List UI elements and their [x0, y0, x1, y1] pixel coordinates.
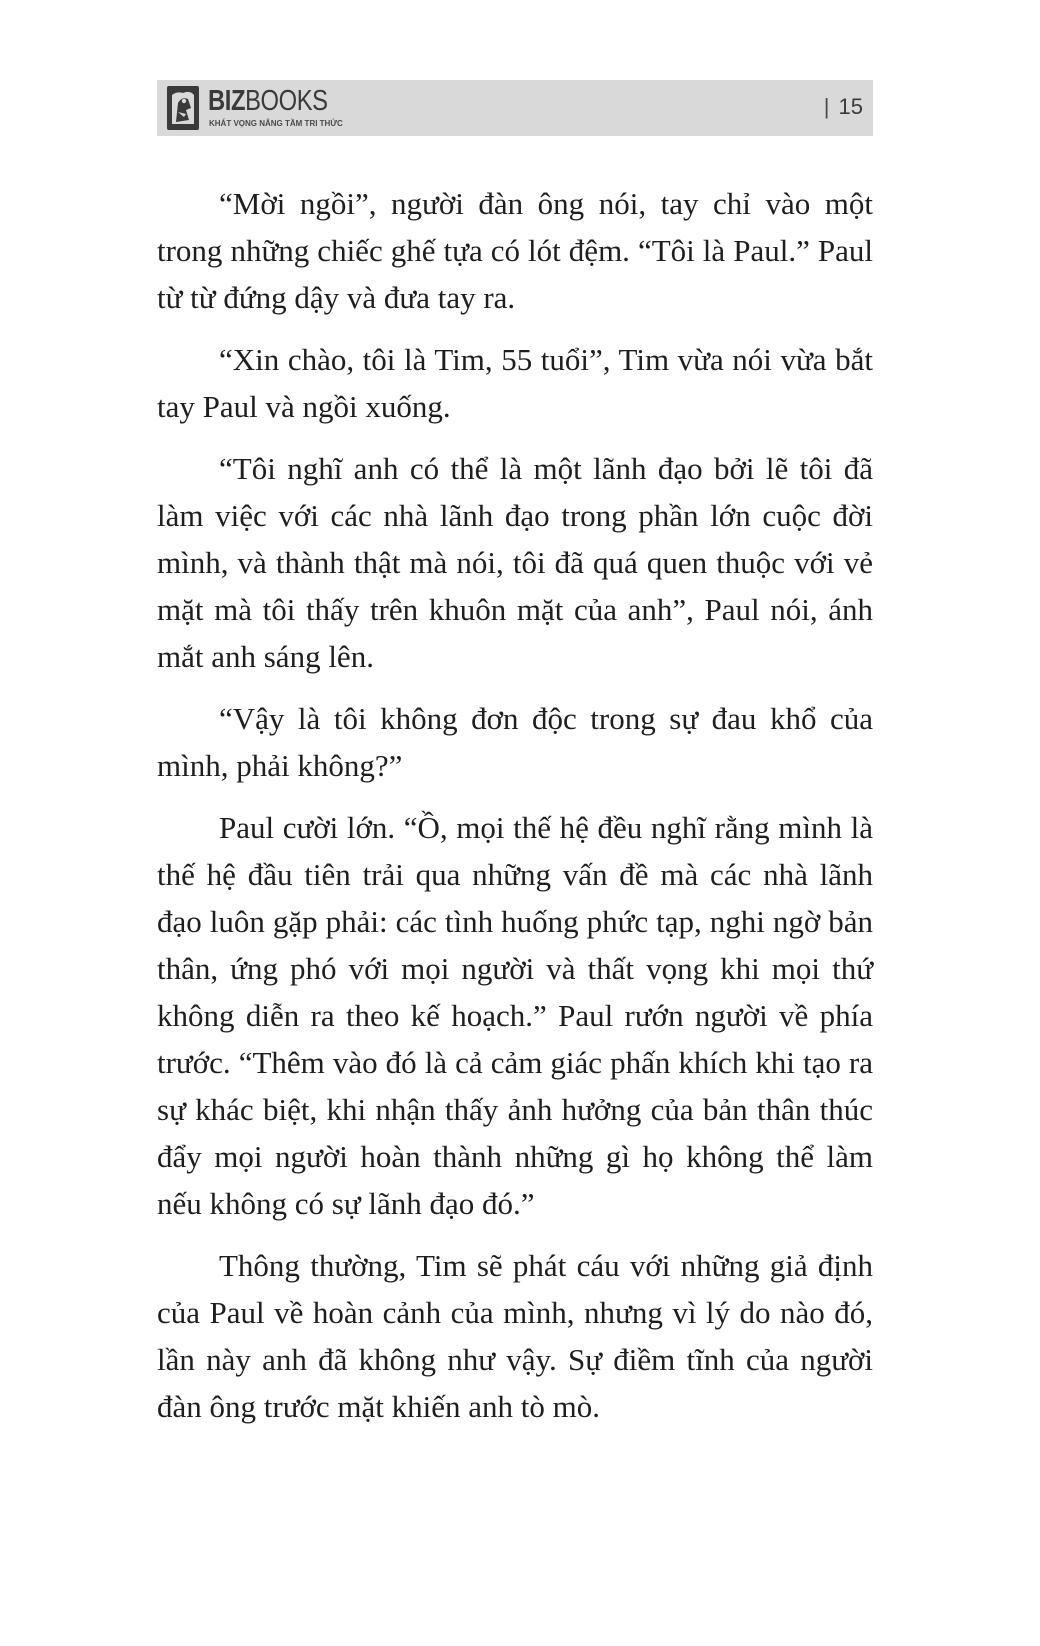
page-header — [157, 80, 873, 136]
paragraph: “Tôi nghĩ anh có thể là một lãnh đạo bởi lẽ tôi đã làm việc với các nhà lãnh đạo trong phần lớn cuộc đời mình, và thành thật mà nói, tôi đã quá quen thuộc với vẻ mặt mà tôi thấy trên khuôn mặt của anh”, Paul nói, ánh mắt anh sáng lên. — [157, 451, 873, 674]
paragraph: Paul cười lớn. “Ồ, mọi thế hệ đều nghĩ rằng mình là thế hệ đầu tiên trải qua những vấn đề mà các nhà lãnh đạo luôn gặp phải: các tình huống phức tạp, nghi ngờ bản thân, ứng phó với mọi người và thất vọng khi mọi thứ không diễn ra theo kế hoạch.” Paul rướn người về phía trước. “Thêm vào đó là cả cảm giác phấn khích khi tạo ra sự khác biệt, khi nhận thấy ảnh hưởng của bản thân thúc đẩy mọi người hoàn thành những gì họ không thể làm nếu không có sự lãnh đạo đó.” — [157, 810, 873, 1221]
bizbooks-logo-text — [208, 85, 328, 117]
body-text — [157, 180, 873, 1445]
page-number-separator: | — [823, 94, 830, 119]
paragraph: Thông thường, Tim sẽ phát cáu với những giả định của Paul về hoàn cảnh của mình, nhưng vì lý do nào đó, lần này anh đã không như vậy. Sự điềm tĩnh của người đàn ông trước mặt khiến anh tò mò. — [157, 1248, 873, 1424]
logo-text-books: BOOKS — [245, 85, 328, 117]
paragraph: “Vậy là tôi không đơn độc trong sự đau khổ của mình, phải không?” — [157, 701, 873, 783]
paragraph: “Mời ngồi”, người đàn ông nói, tay chỉ vào một trong những chiếc ghế tựa có lót đệm. “Tôi là Paul.” Paul từ từ đứng dậy và đưa tay ra. — [157, 186, 873, 315]
bizbooks-logo-icon — [167, 86, 199, 130]
logo-text-biz: BIZ — [208, 85, 246, 117]
paragraph: “Xin chào, tôi là Tim, 55 tuổi”, Tim vừa nói vừa bắt tay Paul và ngồi xuống. — [157, 342, 873, 424]
page-number-label — [824, 94, 863, 120]
page-number: 15 — [838, 94, 863, 119]
logo-tagline: KHÁT VỌNG NÂNG TẦM TRI THỨC — [209, 119, 343, 128]
